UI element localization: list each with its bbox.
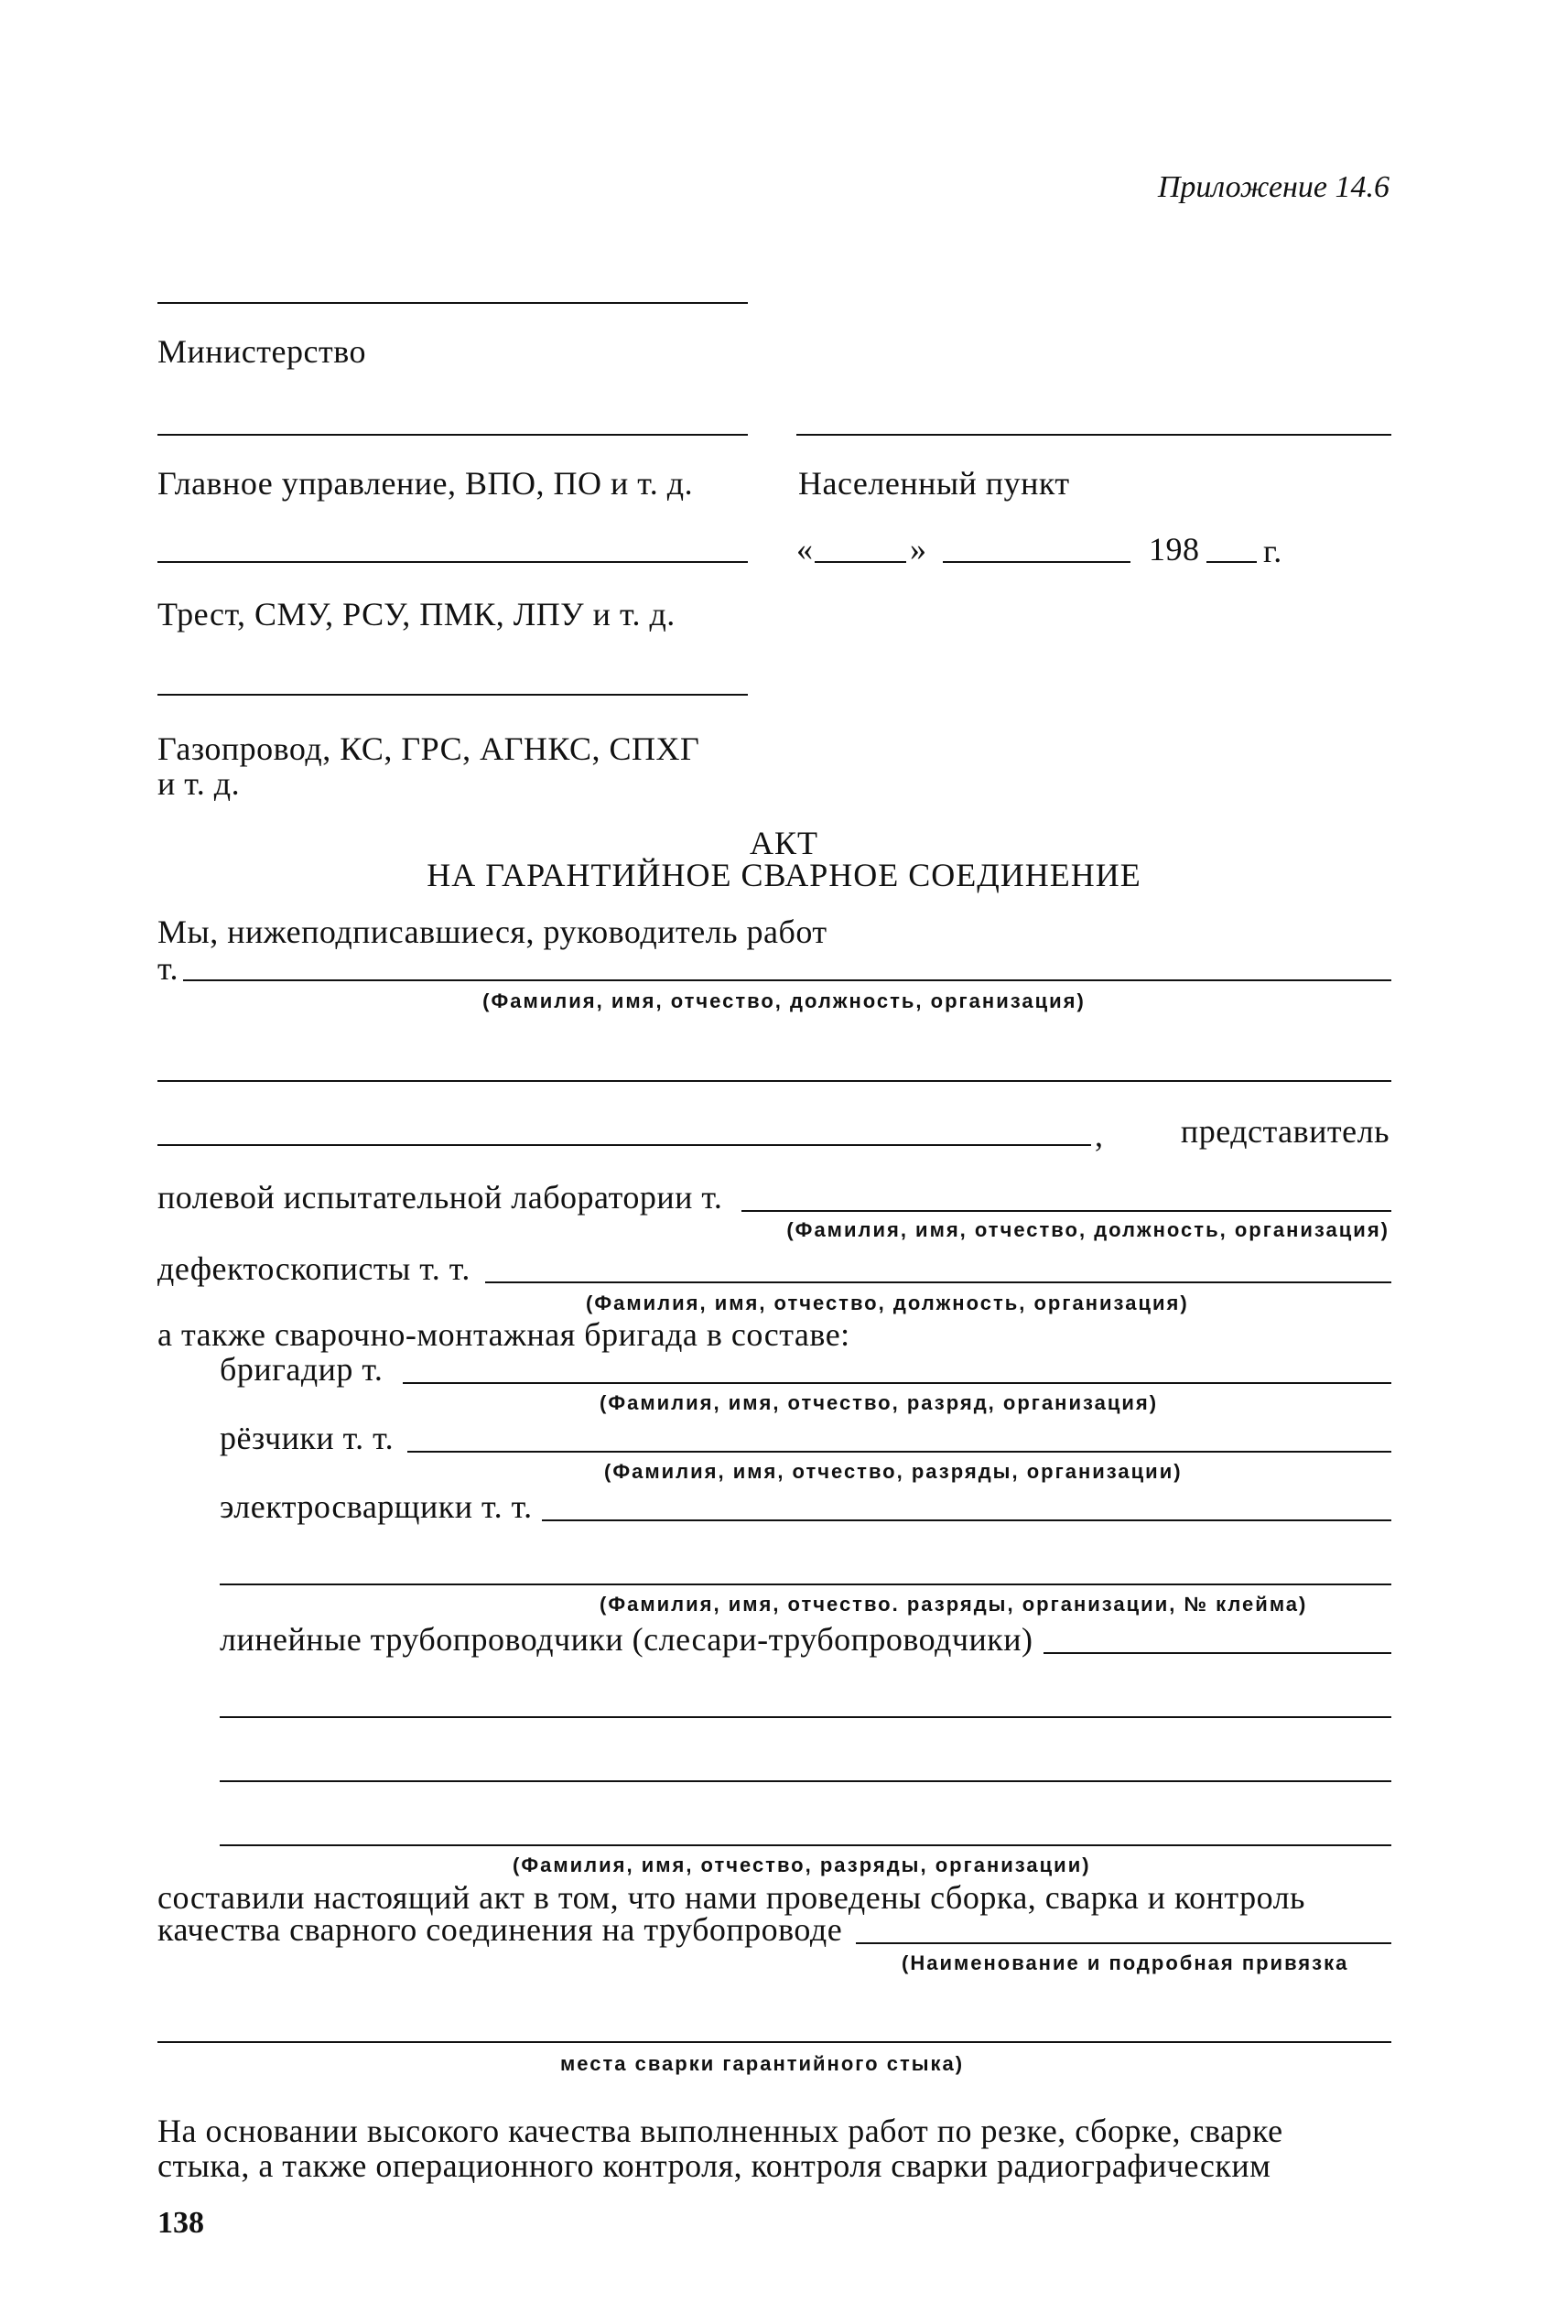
date-month-line — [943, 561, 1130, 563]
caption-person: (Фамилия, имя, отчество, должность, организация) — [482, 989, 1086, 1012]
lab-line — [741, 1210, 1391, 1212]
caption-lab: (Фамилия, имя, отчество, должность, организация) — [786, 1218, 1390, 1241]
pipeline-line — [157, 694, 748, 696]
pipeliners-line — [1044, 1652, 1391, 1654]
caption-pipeliners: (Фамилия, имя, отчество, разряды, организации) — [513, 1854, 1091, 1876]
work-manager-line — [183, 979, 1391, 981]
representative-text: представитель — [1180, 1113, 1390, 1150]
date-year-line — [1206, 561, 1257, 563]
caption-foreman: (Фамилия, имя, отчество, разряд, организация) — [600, 1391, 1159, 1414]
page-number: 138 — [157, 2206, 204, 2240]
lab-label: полевой испытательной лаборатории т. — [157, 1179, 723, 1216]
ministry-label: Министерство — [157, 333, 366, 370]
welders-line-2 — [220, 1584, 1391, 1585]
date-year-prefix: 198 — [1149, 531, 1200, 567]
pipeline-name-line — [856, 1942, 1391, 1944]
final-text-line1: На основании высокого качества выполненных работ по резке, сборке, сварке — [157, 2113, 1283, 2149]
blank-line-1 — [157, 1080, 1391, 1082]
caption-place: места сварки гарантийного стыка) — [560, 2052, 965, 2075]
locality-label: Населенный пункт — [798, 465, 1070, 502]
act-title: АКТ — [750, 825, 818, 861]
ministry-line — [157, 302, 748, 304]
trust-label: Трест, СМУ, РСУ, ПМК, ЛПУ и т. д. — [157, 596, 676, 632]
foreman-label: бригадир т. — [220, 1351, 384, 1388]
pipeliners-line-4 — [220, 1844, 1391, 1846]
compiled-text-line2: качества сварного соединения на трубопроводе — [157, 1911, 843, 1948]
act-subtitle: НА ГАРАНТИЙНОЕ СВАРНОЕ СОЕДИНЕНИЕ — [427, 857, 1141, 893]
t-prefix: т. — [157, 950, 179, 987]
date-open-quote: « — [796, 531, 814, 567]
inspectors-label: дефектоскописты т. т. — [157, 1250, 470, 1287]
locality-line — [796, 434, 1391, 436]
brigade-label: а также сварочно-монтажная бригада в составе: — [157, 1316, 850, 1353]
final-text-line2: стыка, а также операционного контроля, контроля сварки радиографическим — [157, 2147, 1271, 2184]
foreman-line — [403, 1382, 1391, 1384]
main-directorate-label: Главное управление, ВПО, ПО и т. д. — [157, 465, 694, 502]
main-directorate-line — [157, 434, 748, 436]
caption-cutters: (Фамилия, имя, отчество, разряды, организации) — [604, 1460, 1183, 1483]
intro-text: Мы, нижеподписавшиеся, руководитель работ — [157, 913, 827, 950]
welders-label: электросварщики т. т. — [220, 1488, 533, 1525]
pipeline-label: Газопровод, КС, ГРС, АГНКС, СПХГ — [157, 730, 700, 767]
appendix-label: Приложение 14.6 — [1157, 170, 1390, 204]
blank-line-2 — [157, 1144, 1091, 1146]
cutters-label: рёзчики т. т. — [220, 1420, 395, 1456]
pipeliners-line-3 — [220, 1780, 1391, 1782]
date-close-quote: » — [910, 531, 927, 567]
welders-line — [542, 1519, 1391, 1521]
pipeline-label-cont: и т. д. — [157, 765, 241, 802]
caption-welders: (Фамилия, имя, отчество. разряды, организации, № клейма) — [600, 1593, 1308, 1616]
cutters-line — [407, 1451, 1391, 1453]
pipeliners-line-2 — [220, 1716, 1391, 1718]
caption-name: (Наименование и подробная привязка — [902, 1951, 1349, 1974]
date-year-suffix: г. — [1263, 533, 1282, 569]
place-line — [157, 2041, 1391, 2043]
inspectors-line — [485, 1281, 1391, 1283]
caption-inspectors: (Фамилия, имя, отчество, должность, организация) — [586, 1292, 1189, 1314]
trust-line — [157, 561, 748, 563]
date-day-line — [815, 561, 906, 563]
comma: , — [1095, 1117, 1104, 1153]
pipeliners-label: линейные трубопроводчики (слесари-трубопроводчики) — [220, 1621, 1033, 1658]
compiled-text-line1: составили настоящий акт в том, что нами проведены сборка, сварка и контроль — [157, 1879, 1305, 1916]
